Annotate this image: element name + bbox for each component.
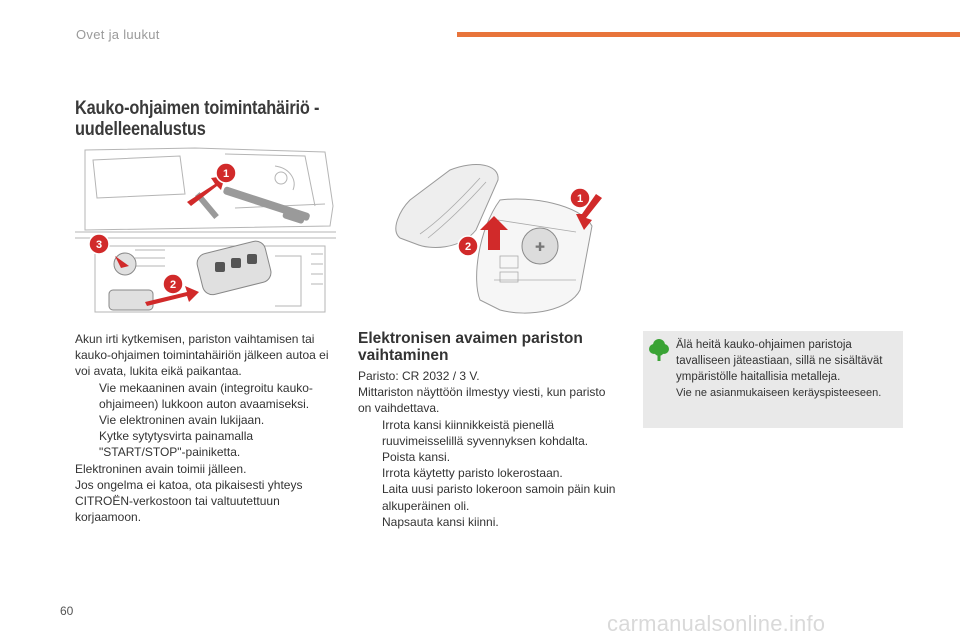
environment-note bbox=[643, 331, 903, 428]
callout-1: 1 bbox=[222, 168, 230, 180]
battery-section-title: Elektronisen avaimen pariston vaihtaminen bbox=[358, 330, 583, 364]
callout-2: 2 bbox=[169, 279, 177, 291]
reset-step-1: Vie mekaaninen avain (integroitu kauko-ohjaimeen) lukkoon auton avaamiseksi. bbox=[75, 380, 337, 412]
bullet-icon bbox=[358, 514, 382, 530]
svg-text:✚: ✚ bbox=[534, 240, 546, 254]
reset-outro-2: Jos ongelma ei katoa, ota pikaisesti yhteys CITROËN-verkostoon tai valtuutettuun korjaamoon. bbox=[75, 477, 303, 525]
bullet-icon bbox=[358, 465, 382, 481]
battery-step-3: Irrota käytetty paristo lokerostaan. bbox=[358, 465, 620, 481]
battery-step-1: Irrota kansi kiinnikkeistä pienellä ruuvimeisselillä syvennyksen kohdalta. bbox=[358, 417, 620, 449]
callout-2b: 2 bbox=[464, 241, 472, 253]
environment-note-text-2: Vie ne asianmukaiseen keräyspisteeseen. bbox=[676, 387, 882, 399]
reset-instructions bbox=[75, 331, 337, 525]
page-number: 60 bbox=[60, 604, 74, 618]
bullet-icon bbox=[358, 449, 382, 465]
battery-step-5: Napsauta kansi kiinni. bbox=[358, 514, 620, 530]
battery-step-2: Poista kansi. bbox=[358, 449, 620, 465]
environment-note-text: Älä heitä kauko-ohjaimen paristoja tavalliseen jäteastiaan, sillä ne sisältävät ympäristölle haitallisia metalleja. bbox=[676, 339, 883, 383]
page-title: Kauko-ohjaimen toimintahäiriö - uudelleenalustus bbox=[75, 98, 320, 140]
reset-intro: Akun irti kytkemisen, pariston vaihtamisen tai kauko-ohjaimen toimintahäiriön jälkeen autoa ei voi avata, lukita eikä paikantaa. bbox=[75, 332, 329, 379]
reset-step-2: Vie elektroninen avain lukijaan. bbox=[75, 412, 337, 428]
battery-replacement-illustration bbox=[380, 160, 620, 320]
battery-step-4: Laita uusi paristo lokeroon samoin päin kuin alkuperäinen oli. bbox=[358, 481, 620, 513]
battery-type: Paristo: CR 2032 / 3 V. bbox=[358, 369, 480, 383]
bullet-icon bbox=[358, 417, 382, 449]
watermark: carmanualsonline.info bbox=[607, 611, 826, 636]
bullet-icon bbox=[75, 412, 99, 428]
callout-3: 3 bbox=[95, 239, 103, 251]
bullet-icon bbox=[75, 380, 99, 412]
reset-outro-1: Elektroninen avain toimii jälleen. bbox=[75, 461, 247, 476]
battery-instructions bbox=[358, 368, 620, 530]
reset-step-3: Kytke sytytysvirta painamalla "START/STOP"-painiketta. bbox=[75, 428, 337, 460]
header-rule bbox=[457, 32, 960, 37]
key-lock-illustration bbox=[75, 146, 336, 318]
bullet-icon bbox=[75, 428, 99, 460]
callout-1b: 1 bbox=[576, 193, 584, 205]
battery-note: Mittariston näyttöön ilmestyy viesti, kun paristo on vaihdettava. bbox=[358, 385, 606, 416]
section-label: Ovet ja luukut bbox=[76, 27, 160, 42]
tree-icon bbox=[649, 338, 669, 362]
bullet-icon bbox=[358, 481, 382, 513]
